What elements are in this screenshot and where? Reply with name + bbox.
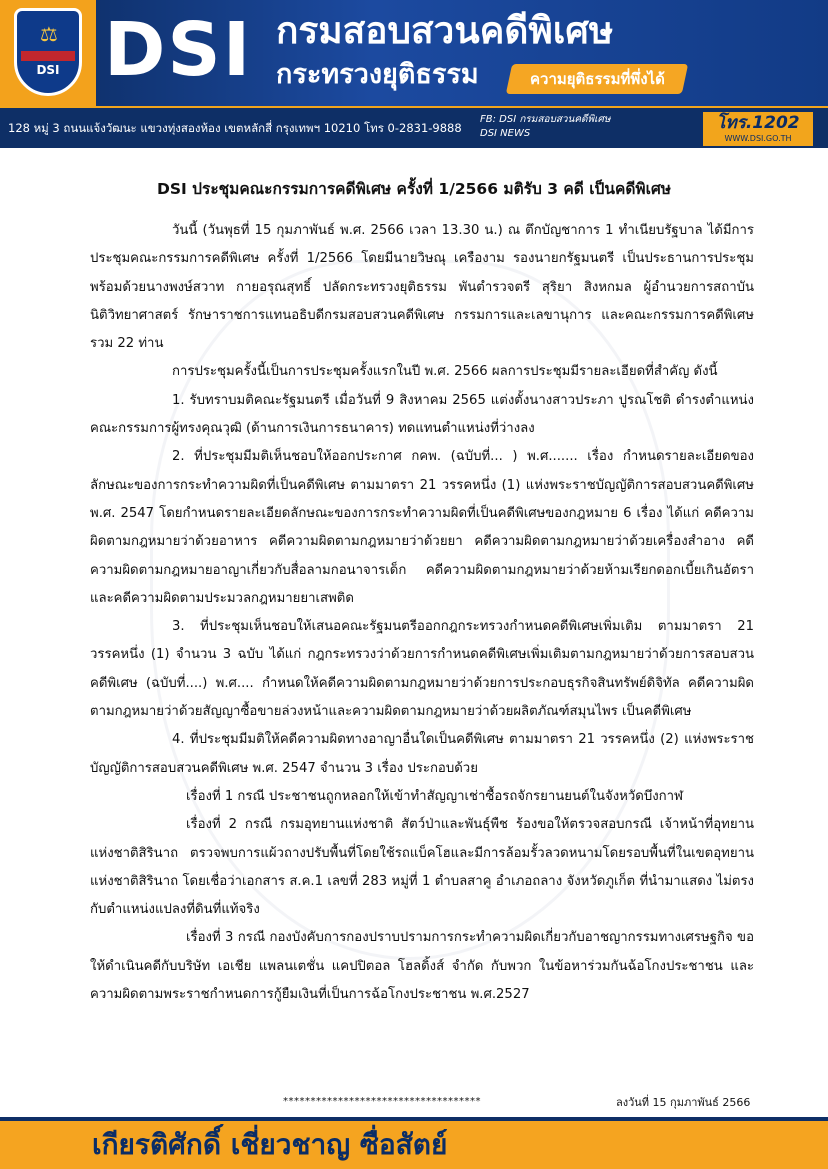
- results-paragraph: การประชุมครั้งนี้เป็นการประชุมครั้งแรกในปี พ.ศ. 2566 ผลการประชุมมีรายละเอียดที่สำคัญ ดังนี้: [172, 364, 718, 380]
- end-separator: ************************************: [283, 1096, 481, 1107]
- brand-wordmark: DSI: [104, 7, 253, 93]
- facebook-info: [480, 113, 611, 141]
- slogan-badge: [506, 64, 688, 94]
- hotline-badge: [703, 112, 813, 146]
- footer-accent-line: [0, 1117, 828, 1121]
- emblem-ribbon: [21, 51, 75, 61]
- office-address: 128 หมู่ 3 ถนนแจ้งวัฒนะ แขวงทุ่งสองห้อง เขตหลักสี่ กรุงเทพฯ 10210 โทร 0-2831-9888: [8, 121, 462, 135]
- item-2: 2. ที่ประชุมมีมติเห็นชอบให้ออกประกาศ กคพ. (ฉบับที่... ) พ.ศ....... เรื่อง กำหนดรายละเอียดของลักษณะของการกระทำความผิดที่เป็นคดีพิเศษ ตามมาตรา 21 วรรคหนึ่ง (1) แห่งพระราชบัญญัติการสอบสวนคดีพิเศษ พ.ศ. 2547 โดยกำหนดรายละเอียดลักษณะของการกระทำความผิดที่เป็นคดีพิเศษของกฎหมาย 6 เรื่อง ได้แก่ คดีความผิดตามกฎหมายว่าด้วยอาหาร คดีความผิดตามกฎหมายว่าด้วยยา คดีความผิดตามกฎหมายว่าด้วยเครื่องสำอาง คดีความผิดตามกฎหมายอาญาเกี่ยวกับสื่อลามกอนาจารเด็ก คดีความผิดตามกฎหมายว่าด้วยห้ามเรียกดอกเบี้ยเกินอัตราและคดีความผิดตามประมวลกฎหมายยาเสพติด: [90, 449, 754, 606]
- scales-icon: ⚖: [40, 22, 58, 46]
- website-url: WWW.DSI.GO.TH: [724, 134, 792, 143]
- header-banner: [0, 0, 828, 106]
- ministry-name: กระทรวงยุติธรรม: [276, 59, 479, 90]
- item-3: 3. ที่ประชุมเห็นชอบให้เสนอคณะรัฐมนตรีออกกฎกระทรวงกำหนดคดีพิเศษเพิ่มเติม ตามมาตรา 21 วรรคหนึ่ง (1) จำนวน 3 ฉบับ ได้แก่ กฎกระทรวงว่าด้วยการกำหนดคดีพิเศษเพิ่มเติมตามกฎหมายว่าด้วยการสอบสวนคดีพิเศษ (ฉบับที่....) พ.ศ.... กำหนดให้คดีความผิดตามกฎหมายว่าด้วยการประกอบธุรกิจสินทรัพย์ดิจิทัล คดีความผิดตามกฎหมายว่าด้วยสัญญาซื้อขายล่วงหน้าและความผิดตามกฎหมายว่าด้วยผลิตภัณฑ์สมุนไพร เป็นคดีพิเศษ: [90, 619, 754, 720]
- item-4: 4. ที่ประชุมมีมติให้คดีความผิดทางอาญาอื่นใดเป็นคดีพิเศษ ตามมาตรา 21 วรรคหนึ่ง (2) แห่งพระราชบัญญัติการสอบสวนคดีพิเศษ พ.ศ. 2547 จำนวน 3 เรื่อง ประกอบด้วย: [90, 732, 754, 776]
- case-2: เรื่องที่ 2 กรณี กรมอุทยานแห่งชาติ สัตว์ป่าและพันธุ์พืช ร้องขอให้ตรวจสอบกรณี เจ้าหน้าที่อุทยานแห่งชาติสิรินาถ ตรวจพบการแผ้วถางปรับพื้นที่โดยใช้รถแบ็คโฮและมีการล้อมรั้วลวดหนามโดยรอบพื้นที่ในเขตอุทยานแห่งชาติสิรินาถ โดยเชื่อว่าเอกสาร ส.ค.1 เลขที่ 283 หมู่ที่ 1 ตำบลสาคู อำเภอถลาง จังหวัดภูเก็ต ที่นำมาแสดง ไม่ตรงกับตำแหน่งแปลงที่ดินที่แท้จริง: [90, 817, 754, 918]
- logo-panel: [0, 0, 96, 106]
- footer-banner: [0, 1117, 828, 1169]
- intro-paragraph: วันนี้ (วันพุธที่ 15 กุมภาพันธ์ พ.ศ. 2566 เวลา 13.30 น.) ณ ตึกบัญชาการ 1 ทำเนียบรัฐบาล ได้มีการประชุมคณะกรรมการคดีพิเศษ ครั้งที่ 1/2566 โดยมีนายวิษณุ เครืองาม รองนายกรัฐมนตรี เป็นประธานการประชุม พร้อมด้วยนางพงษ์สวาท กายอรุณสุทธิ์ ปลัดกระทรวงยุติธรรม พันตำรวจตรี สุริยา สิงหกมล ผู้อำนวยการสถาบันนิติวิทยาศาสตร์ รักษาราชการแทนอธิบดีกรมสอบสวนคดีพิเศษ กรรมการและเลขานุการ และคณะกรรมการคดีพิเศษ รวม 22 ท่าน: [90, 223, 754, 352]
- item-1: 1. รับทราบมติคณะรัฐมนตรี เมื่อวันที่ 9 สิงหาคม 2565 แต่งตั้งนางสาวประภา ปูรณโชติ ดำรงตำแหน่งคณะกรรมการผู้ทรงคุณวุฒิ (ด้านการเงินการธนาคาร) ทดแทนตำแหน่งที่ว่างลง: [90, 392, 754, 437]
- address-bar: [0, 106, 828, 148]
- case-3: เรื่องที่ 3 กรณี กองบังคับการกองปราบปรามการกระทำความผิดเกี่ยวกับอาชญากรรมทางเศรษฐกิจ ขอให้ดำเนินคดีกับบริษัท เอเชีย แพลนเตชั่น แคปปิตอล โฮลดิ้งส์ จำกัด กับพวก ในข้อหาร่วมกันฉ้อโกงประชาชน และความผิดตามพระราชกำหนดการกู้ยืมเงินที่เป็นการฉ้อโกงประชาชน พ.ศ.2527: [90, 930, 754, 1003]
- document-title: DSI ประชุมคณะกรรมการคดีพิเศษ ครั้งที่ 1/2566 มติรับ 3 คดี เป็นคดีพิเศษ: [156, 180, 671, 198]
- dsi-emblem-icon: [14, 8, 82, 96]
- case-1: เรื่องที่ 1 กรณี ประชาชนถูกหลอกให้เข้าทำสัญญาเช่าซื้อรถจักรยานยนต์ในจังหวัดบึงกาฬ: [186, 788, 684, 804]
- facebook-page: FB: DSI กรมสอบสวนคดีพิเศษ: [480, 114, 611, 125]
- hotline-number: โทร.1202: [716, 113, 800, 133]
- document-body: [90, 217, 754, 1009]
- emblem-text: DSI: [36, 63, 60, 77]
- slogan-text: ความยุติธรรมที่พึ่งได้: [529, 70, 665, 88]
- facebook-news: DSI NEWS: [480, 128, 531, 139]
- footer-motto: เกียรติศักดิ์ เชี่ยวชาญ ซื่อสัตย์: [92, 1128, 448, 1161]
- department-name: กรมสอบสวนคดีพิเศษ: [276, 9, 614, 52]
- signed-date: ลงวันที่ 15 กุมภาพันธ์ 2566: [616, 1096, 751, 1109]
